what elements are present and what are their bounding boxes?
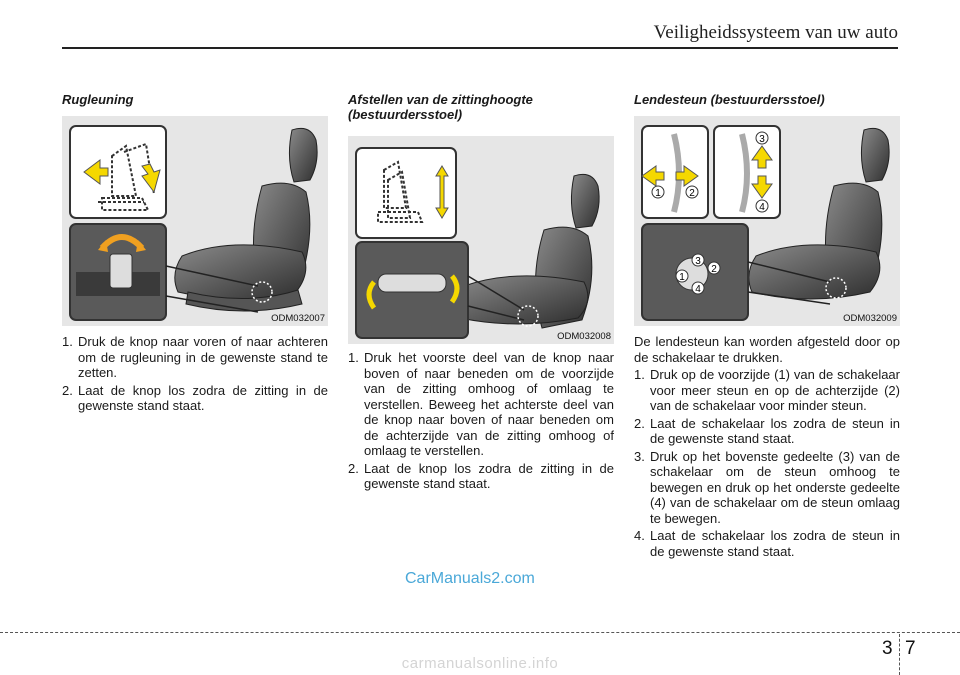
seat-illustration <box>348 136 614 344</box>
seat-illustration <box>634 116 900 326</box>
switch-label-one: 1 <box>679 272 685 283</box>
section-seat-height <box>348 92 614 122</box>
list-item <box>634 416 900 447</box>
figure-code: ODM032008 <box>557 331 611 342</box>
figure-code: ODM032007 <box>271 313 325 324</box>
switch-label-two: 2 <box>711 264 717 275</box>
list-item-text: Laat de schakelaar los zodra de steun in de gewenste stand staat. <box>650 415 900 446</box>
list-item <box>62 383 328 414</box>
section-backrest-steps <box>62 334 328 416</box>
list-item <box>348 350 614 459</box>
page-chapter: 3 <box>882 638 893 659</box>
seat-illustration <box>62 116 328 326</box>
list-item-text: Laat de knop los zodra de zitting in de gewenste stand staat. <box>78 382 328 413</box>
list-number: 2. <box>634 415 645 431</box>
bottom-watermark: carmanualsonline.info <box>401 655 559 672</box>
list-number: 3. <box>634 448 645 464</box>
list-number: 2. <box>348 460 359 476</box>
list-item <box>634 528 900 559</box>
page-number: 7 <box>905 638 916 659</box>
label-one: 1 <box>655 188 661 199</box>
page-header-title: Veiligheidssysteem van uw auto <box>653 22 898 43</box>
section-backrest <box>62 92 328 107</box>
list-number: 2. <box>62 382 73 398</box>
label-two: 2 <box>689 188 695 199</box>
section-heading: Afstellen van de zittinghoogte (bestuurdersstoel) <box>348 92 533 122</box>
footer-rule <box>0 632 960 633</box>
section-intro: De lendesteun kan worden afgesteld door op de schakelaar te drukken. <box>634 334 900 365</box>
section-lumbar-text <box>634 334 900 561</box>
list-item-text: Laat de schakelaar los zodra de steun in de gewenste stand staat. <box>650 528 900 559</box>
list-item <box>634 367 900 414</box>
section-heading: Lendesteun (bestuurdersstoel) <box>634 92 825 107</box>
list-item <box>634 449 900 527</box>
section-lumbar <box>634 92 900 107</box>
label-four: 4 <box>759 202 765 213</box>
section-heading: Rugleuning <box>62 92 134 107</box>
header-rule <box>62 47 898 49</box>
section-seat-height-steps <box>348 350 614 494</box>
label-three: 3 <box>759 134 765 145</box>
list-item-text: Druk op het bovenste gedeelte (3) van de schakelaar om de steun omhoog te bewegen en druk op het onderste gedeelte (4) van de schakelaar om de steun omlaag te bewegen. <box>650 448 900 526</box>
figure-code: ODM032009 <box>843 313 897 324</box>
watermark-link[interactable]: CarManuals2.com <box>405 570 535 587</box>
figure-seat-height <box>348 136 614 344</box>
list-item <box>62 334 328 381</box>
list-item-text: Druk op de voorzijde (1) van de schakelaar voor meer steun en op de achterzijde (2) van de schakelaar voor minder steun. <box>650 367 900 413</box>
figure-backrest <box>62 116 328 326</box>
switch-label-three: 3 <box>695 256 701 267</box>
switch-label-four: 4 <box>695 284 701 295</box>
list-item-text: Druk het voorste deel van de knop naar boven of naar beneden om de voorzijde van de zitting omhoog of omlaag te verstellen. Beweeg het achterste deel van de knop naar boven of naar beneden om de achterzijde van de zitting omhoog of omlaag te verstellen. <box>364 350 614 458</box>
list-number: 1. <box>634 367 645 382</box>
list-item <box>348 461 614 492</box>
list-number: 1. <box>348 350 359 365</box>
figure-lumbar <box>634 116 900 326</box>
list-number: 1. <box>62 334 73 349</box>
list-number: 4. <box>634 528 645 543</box>
list-item-text: Laat de knop los zodra de zitting in de gewenste stand staat. <box>364 460 614 491</box>
list-item-text: Druk de knop naar voren of naar achteren om de rugleuning in de gewenste stand te zetten. <box>78 334 328 380</box>
